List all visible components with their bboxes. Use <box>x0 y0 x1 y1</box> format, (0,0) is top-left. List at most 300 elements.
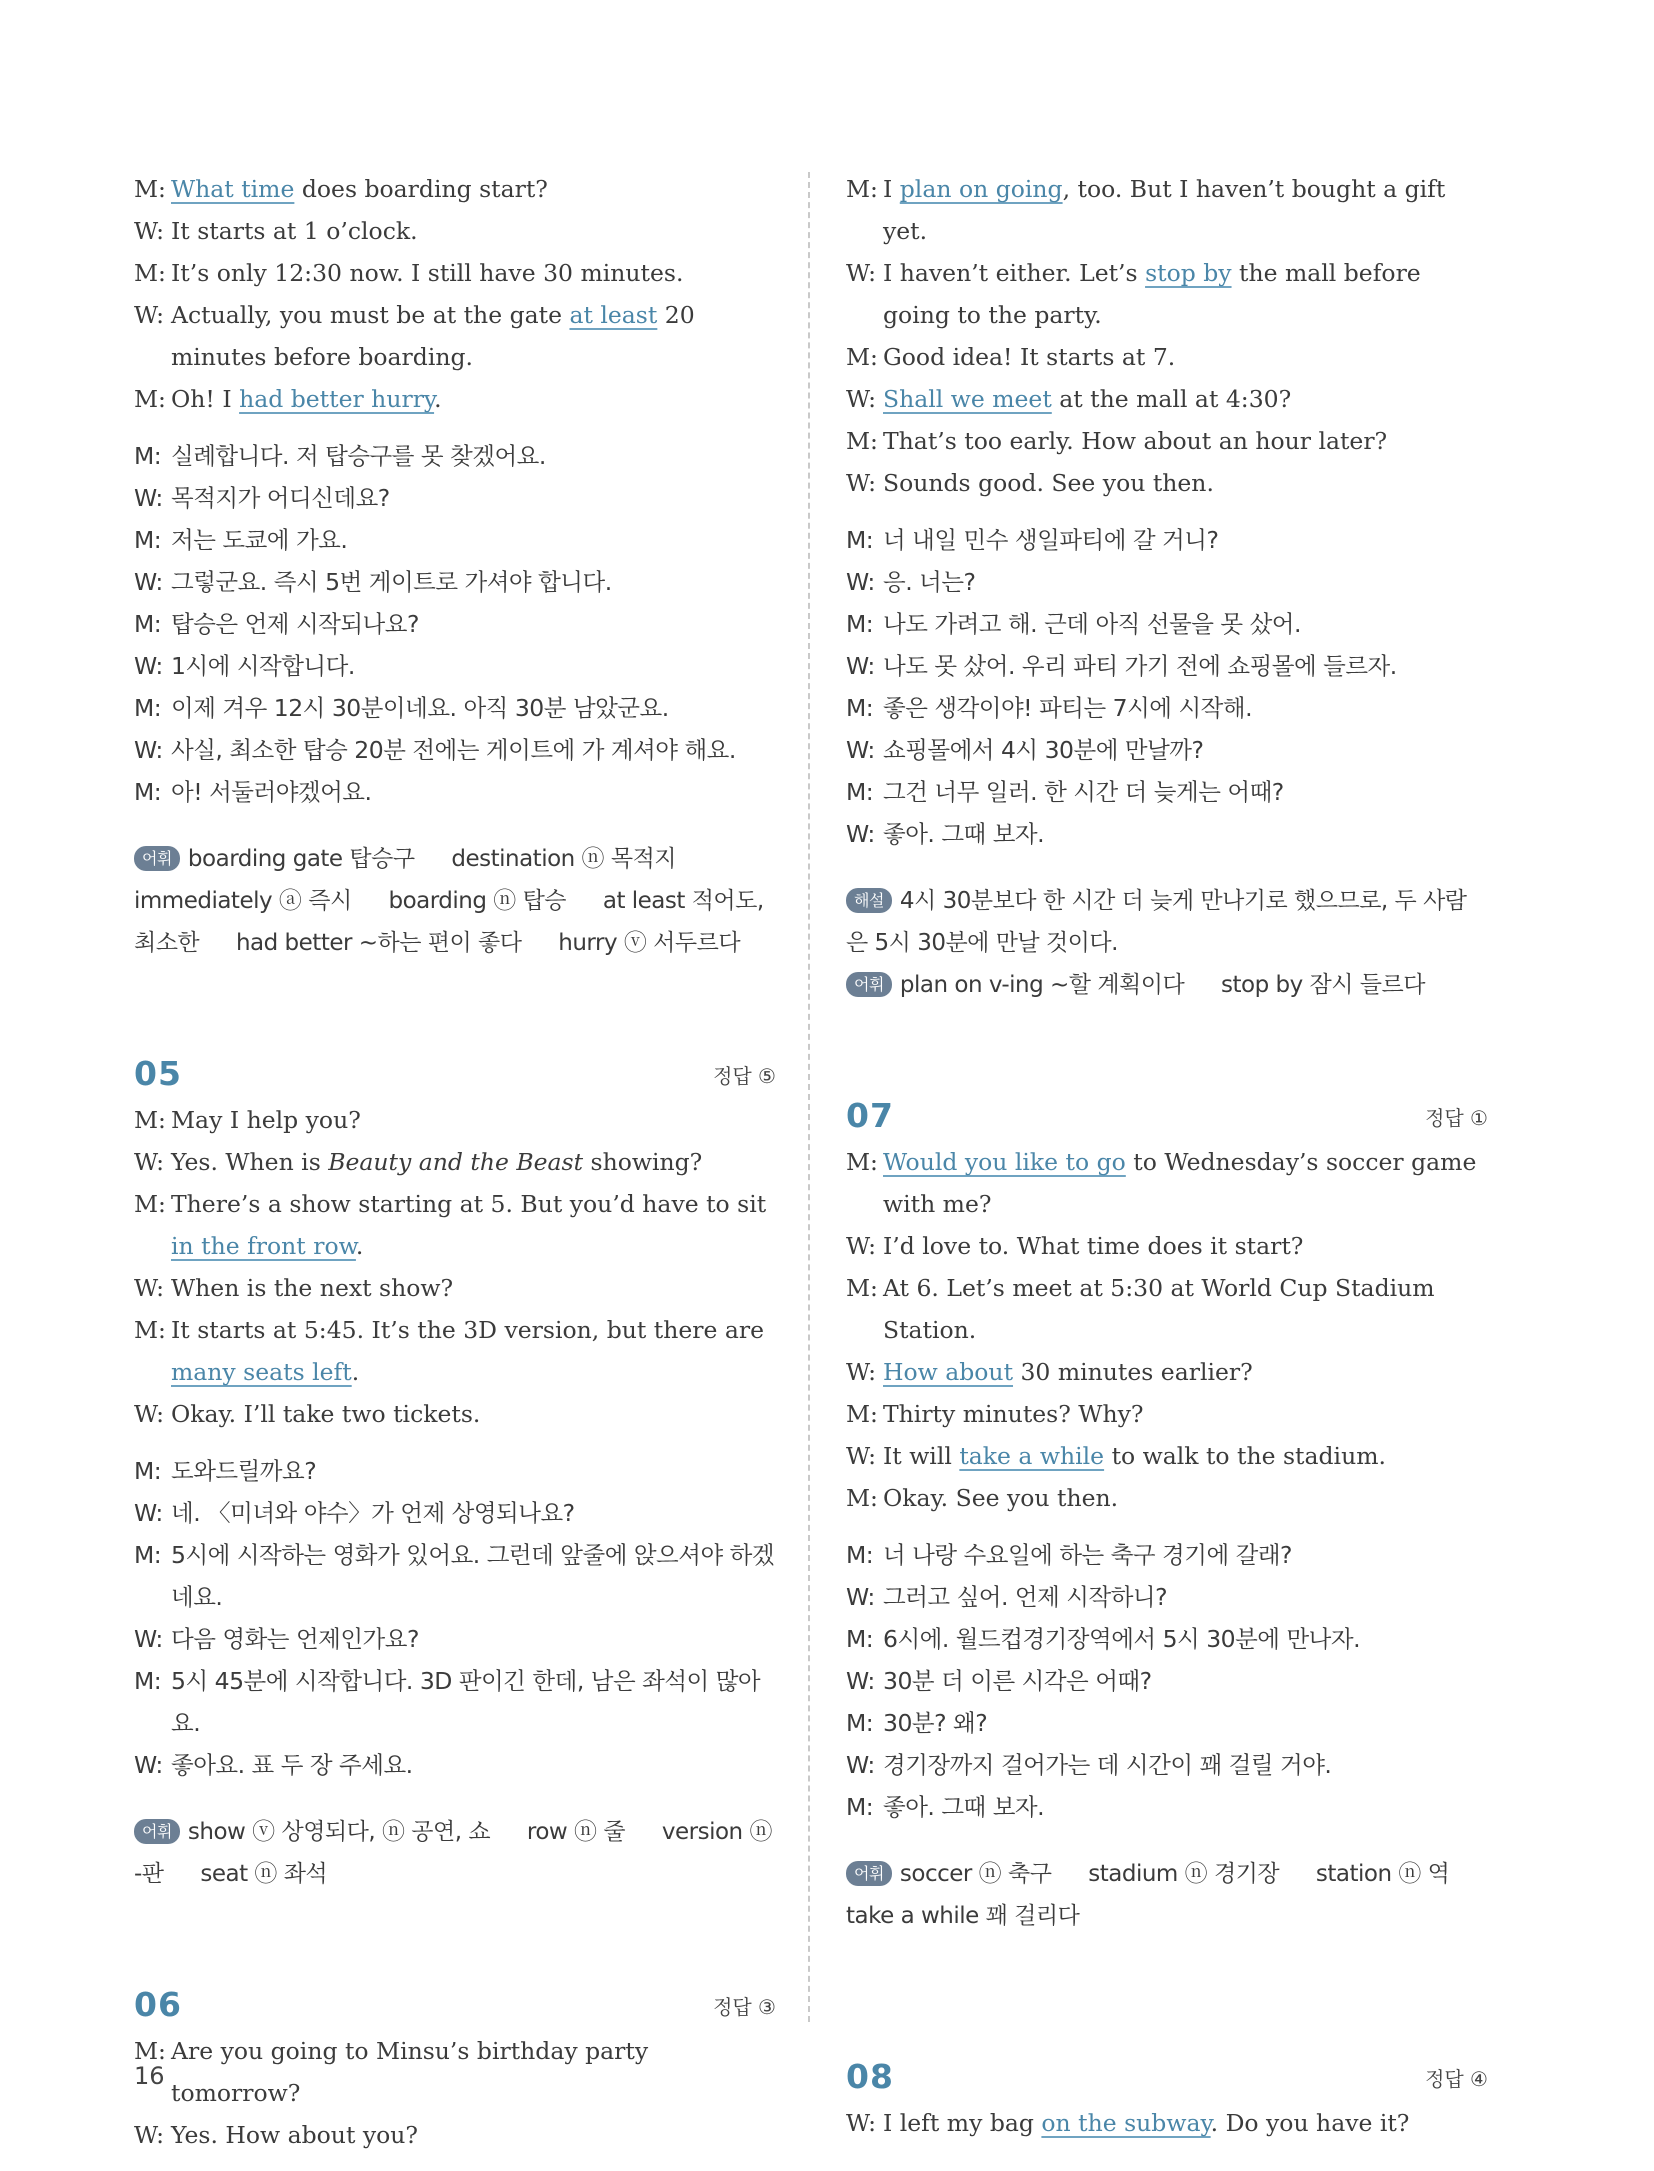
text-run: to Wednesday’s soccer game with me? <box>883 1148 1477 1218</box>
text-run: 저는 도쿄에 가요. <box>171 526 348 554</box>
line-text <box>883 1435 1488 1477</box>
speaker-label: M: <box>134 1541 162 1569</box>
text-run: I haven’t either. Let’s <box>883 259 1146 287</box>
text-run: 너 나랑 수요일에 하는 축구 경기에 갈래? <box>883 1541 1293 1569</box>
line-text <box>883 378 1488 420</box>
dialog-line <box>846 561 1488 603</box>
answer-label: 정답 ④ <box>1425 2067 1488 2091</box>
text-run: Thirty minutes? Why? <box>883 1400 1144 1428</box>
text-run: 5시에 시작하는 영화가 있어요. 그런데 앞줄에 앉으셔야 하겠네요. <box>171 1541 775 1611</box>
line-text <box>883 1267 1488 1351</box>
dialog <box>134 168 776 420</box>
dialog-line <box>134 294 776 378</box>
text-run: It’s only 12:30 now. I still have 30 minutes. <box>171 259 684 287</box>
dialog-line <box>134 1267 776 1309</box>
text-run: 다음 영화는 언제인가요? <box>171 1625 419 1653</box>
dialog <box>134 1099 776 1435</box>
speaker-label: M: <box>846 1793 874 1821</box>
question-number: 08 <box>846 2057 894 2096</box>
dialog-line <box>134 1393 776 1435</box>
speaker-label: M: <box>846 610 874 638</box>
vocab-tag: 어휘 <box>134 846 180 871</box>
text-run: Actually, you must be at the gate <box>171 301 570 329</box>
vocabulary-box <box>134 1811 776 1895</box>
key-phrase: stop by <box>1145 259 1232 287</box>
speaker-label: W: <box>846 568 875 596</box>
text-run: Okay. See you then. <box>883 1484 1119 1512</box>
dialog <box>846 2102 1488 2144</box>
text-run: 20 minutes before boarding. <box>171 301 695 371</box>
speaker-label: W: <box>846 1667 875 1695</box>
dialog-line <box>846 1141 1488 1225</box>
line-text <box>171 1267 776 1309</box>
vocab-term: stop by 잠시 들르다 <box>1221 972 1425 998</box>
key-phrase: on the subway <box>1041 2109 1211 2137</box>
vocab-term: destination ⓝ 목적지 <box>451 846 677 872</box>
speaker-label: M: <box>846 1484 878 1512</box>
key-phrase: plan on going <box>899 175 1063 203</box>
text-run: Beauty and the Beast <box>328 1148 584 1176</box>
vocab-term: at least 적어도, 최소한 <box>134 888 764 956</box>
speaker-label: M: <box>134 1457 162 1485</box>
dialog-line <box>846 336 1488 378</box>
text-run: 좋은 생각이야! 파티는 7시에 시작해. <box>883 694 1253 722</box>
spacer <box>134 420 776 435</box>
text-run: It will <box>883 1442 960 1470</box>
line-text <box>883 645 1488 687</box>
line-text <box>883 603 1488 645</box>
speaker-label: W: <box>134 217 165 245</box>
explanation-box <box>846 880 1488 964</box>
dialog-line <box>134 1660 776 1744</box>
line-text <box>171 378 776 420</box>
line-text <box>171 1099 776 1141</box>
question-number: 05 <box>134 1054 182 1093</box>
line-text <box>883 1786 1488 1828</box>
dialog-line <box>846 462 1488 504</box>
answer-label: 정답 ① <box>1425 1106 1488 1130</box>
dialog-line <box>134 1744 776 1786</box>
line-text <box>883 1351 1488 1393</box>
speaker-label: W: <box>846 385 877 413</box>
line-text <box>883 771 1488 813</box>
speaker-label: M: <box>846 1541 874 1569</box>
line-text <box>171 687 776 729</box>
answer-label: 정답 ③ <box>713 1995 776 2019</box>
dialog-line <box>846 378 1488 420</box>
speaker-label: W: <box>846 469 877 497</box>
key-phrase: at least <box>569 301 658 329</box>
text-run: 좋아요. 표 두 장 주세요. <box>171 1751 413 1779</box>
text-run: 좋아. 그때 보자. <box>883 1793 1045 1821</box>
question-number: 07 <box>846 1096 894 1135</box>
spacer <box>134 813 776 828</box>
text-run: Yes. How about you? <box>171 2121 419 2149</box>
line-text <box>883 1744 1488 1786</box>
vocab-term: stadium ⓝ 경기장 <box>1088 1861 1280 1887</box>
vocab-term: take a while 꽤 걸리다 <box>846 1903 1080 1929</box>
spacer <box>134 1895 776 1985</box>
vocabulary-box <box>846 964 1488 1006</box>
key-phrase: Shall we meet <box>883 385 1052 413</box>
text-run: 나도 못 샀어. 우리 파티 가기 전에 쇼핑몰에 들르자. <box>883 652 1397 680</box>
dialog-line <box>846 1744 1488 1786</box>
text-run: 쇼핑몰에서 4시 30분에 만날까? <box>883 736 1204 764</box>
dialog-line <box>846 1351 1488 1393</box>
dialog-line <box>846 1576 1488 1618</box>
dialog-line <box>846 1534 1488 1576</box>
dialog-line <box>134 603 776 645</box>
dialog-line <box>846 1477 1488 1519</box>
dialog-line <box>846 729 1488 771</box>
dialog-line <box>134 378 776 420</box>
line-text <box>883 168 1488 252</box>
text-run: Oh! I <box>171 385 240 413</box>
line-text <box>171 603 776 645</box>
dialog-line <box>134 645 776 687</box>
line-text <box>883 1534 1488 1576</box>
speaker-label: M: <box>134 259 166 287</box>
speaker-label: M: <box>134 2037 166 2065</box>
text-run: When is the next show? <box>171 1274 454 1302</box>
text-run: At 6. Let’s meet at 5:30 at World Cup Stadium Station. <box>883 1274 1435 1344</box>
section-header <box>134 1054 776 1093</box>
text-run: Okay. I’ll take two tickets. <box>171 1400 481 1428</box>
line-text <box>883 462 1488 504</box>
speaker-label: M: <box>134 694 162 722</box>
section-header <box>846 1096 1488 1135</box>
dialog-line <box>846 1393 1488 1435</box>
speaker-label: M: <box>134 778 162 806</box>
text-run: 그렇군요. 즉시 5번 게이트로 가셔야 합니다. <box>171 568 612 596</box>
text-run: . <box>355 1232 364 1260</box>
dialog-line <box>134 252 776 294</box>
explanation-text: 4시 30분보다 한 시간 더 늦게 만나기로 했으므로, 두 사람은 5시 30분에 만날 것이다. <box>846 888 1467 956</box>
dialog-line <box>846 168 1488 252</box>
speaker-label: W: <box>134 1274 165 1302</box>
text-run: I’d love to. What time does it start? <box>883 1232 1304 1260</box>
speaker-label: W: <box>134 652 163 680</box>
text-run: 그러고 싶어. 언제 시작하니? <box>883 1583 1168 1611</box>
dialog-line <box>846 1267 1488 1351</box>
question-number: 06 <box>134 1985 182 2024</box>
speaker-label: M: <box>134 175 166 203</box>
speaker-label: W: <box>134 2121 165 2149</box>
right-column <box>846 168 1488 2159</box>
korean-translation <box>846 519 1488 855</box>
line-text <box>171 1492 776 1534</box>
text-run: 너 내일 민수 생일파티에 갈 거니? <box>883 526 1219 554</box>
vocab-tag: 어휘 <box>134 1819 180 1844</box>
vocab-term: seat ⓝ 좌석 <box>200 1861 328 1887</box>
text-run: There’s a show starting at 5. But you’d have to sit <box>171 1190 767 1218</box>
speaker-label: M: <box>846 1274 878 1302</box>
korean-translation <box>134 1450 776 1786</box>
text-run: 목적지가 어디신데요? <box>171 484 390 512</box>
column-divider <box>808 172 810 2022</box>
text-run: It starts at 1 o’clock. <box>171 217 418 245</box>
text-run: 1시에 시작합니다. <box>171 652 355 680</box>
vocab-term: boarding gate 탑승구 <box>187 846 415 872</box>
speaker-label: M: <box>846 1148 878 1176</box>
dialog-line <box>134 1450 776 1492</box>
vocab-term: soccer ⓝ 축구 <box>899 1861 1052 1887</box>
dialog-line <box>134 2030 776 2114</box>
line-text <box>883 1225 1488 1267</box>
dialog-line <box>846 1618 1488 1660</box>
spacer <box>846 504 1488 519</box>
dialog-line <box>134 519 776 561</box>
dialog-line <box>134 1492 776 1534</box>
speaker-label: W: <box>846 1751 875 1779</box>
key-phrase: Would you like to go <box>883 1148 1126 1176</box>
speaker-label: M: <box>846 1400 878 1428</box>
dialog-line <box>134 1309 776 1393</box>
dialog-line <box>134 477 776 519</box>
line-text <box>171 771 776 813</box>
speaker-label: W: <box>134 1751 163 1779</box>
korean-translation <box>846 1534 1488 1828</box>
speaker-label: W: <box>846 2109 877 2137</box>
line-text <box>171 1450 776 1492</box>
dialog-line <box>846 771 1488 813</box>
line-text <box>171 1534 776 1618</box>
line-text <box>171 1393 776 1435</box>
dialog-line <box>846 252 1488 336</box>
line-text <box>883 729 1488 771</box>
dialog-line <box>134 1534 776 1618</box>
speaker-label: M: <box>134 1316 166 1344</box>
text-run: 네. 〈미녀와 야수〉가 언제 상영되나요? <box>171 1499 575 1527</box>
text-run: 나도 가려고 해. 근데 아직 선물을 못 샀어. <box>883 610 1301 638</box>
line-text <box>171 1141 776 1183</box>
line-text <box>883 252 1488 336</box>
spacer <box>846 2144 1488 2159</box>
speaker-label: W: <box>846 259 877 287</box>
line-text <box>171 1183 776 1267</box>
text-run: 30분? 왜? <box>883 1709 988 1737</box>
speaker-label: M: <box>134 1190 166 1218</box>
dialog-line <box>134 1141 776 1183</box>
dialog-line <box>134 729 776 771</box>
text-run: 이제 겨우 12시 30분이네요. 아직 30분 남았군요. <box>171 694 669 722</box>
speaker-label: W: <box>134 301 165 329</box>
line-text <box>883 519 1488 561</box>
speaker-label: M: <box>846 694 874 722</box>
dialog-line <box>134 168 776 210</box>
key-phrase: had better hurry <box>239 385 435 413</box>
spacer <box>846 855 1488 870</box>
text-run: . <box>434 385 442 413</box>
speaker-label: W: <box>846 820 875 848</box>
vocab-tag: 어휘 <box>846 972 892 997</box>
speaker-label: W: <box>134 1625 163 1653</box>
text-run: Good idea! It starts at 7. <box>883 343 1176 371</box>
line-text <box>171 210 776 252</box>
line-text <box>883 1576 1488 1618</box>
line-text <box>171 1309 776 1393</box>
dialog <box>134 2030 776 2156</box>
speaker-label: W: <box>846 1358 877 1386</box>
text-run: . <box>351 1358 360 1386</box>
line-text <box>171 435 776 477</box>
vocab-term: plan on v-ing ~할 계획이다 <box>899 972 1185 998</box>
spacer <box>846 1006 1488 1096</box>
text-run: Sounds good. See you then. <box>883 469 1214 497</box>
line-text <box>883 1141 1488 1225</box>
dialog-line <box>134 771 776 813</box>
vocab-term: row ⓝ 줄 <box>526 1819 626 1845</box>
line-text <box>883 561 1488 603</box>
line-text <box>883 336 1488 378</box>
speaker-label: M: <box>846 175 878 203</box>
dialog-line <box>846 1435 1488 1477</box>
text-run: 좋아. 그때 보자. <box>883 820 1045 848</box>
speaker-label: M: <box>134 442 162 470</box>
speaker-label: M: <box>134 1106 166 1134</box>
spacer <box>846 1937 1488 2027</box>
line-text <box>883 687 1488 729</box>
text-run: at the mall at 4:30? <box>1051 385 1292 413</box>
speaker-label: M: <box>846 1709 874 1737</box>
speaker-label: W: <box>846 1583 875 1611</box>
vocab-tag: 어휘 <box>846 1861 892 1886</box>
speaker-label: M: <box>134 385 166 413</box>
dialog-line <box>134 561 776 603</box>
key-phrase: many seats left <box>171 1358 352 1386</box>
spacer <box>134 1435 776 1450</box>
text-run: 6시에. 월드컵경기장역에서 5시 30분에 만나자. <box>883 1625 1361 1653</box>
korean-translation <box>134 435 776 813</box>
line-text <box>171 519 776 561</box>
key-phrase: take a while <box>959 1442 1105 1470</box>
text-run: does boarding start? <box>294 175 548 203</box>
dialog-line <box>846 2102 1488 2144</box>
speaker-label: W: <box>134 1148 165 1176</box>
spacer <box>134 964 776 1054</box>
vocab-term: show ⓥ 상영되다, ⓝ 공연, 쇼 <box>187 1819 491 1845</box>
line-text <box>171 645 776 687</box>
dialog-line <box>846 519 1488 561</box>
vocab-term: hurry ⓥ 서두르다 <box>558 930 741 956</box>
key-phrase: in the front row <box>171 1232 356 1260</box>
text-run: I left my bag <box>883 2109 1042 2137</box>
line-text <box>883 1618 1488 1660</box>
speaker-label: W: <box>846 736 875 764</box>
dialog-line <box>134 210 776 252</box>
dialog-line <box>134 687 776 729</box>
speaker-label: W: <box>134 568 163 596</box>
line-text <box>883 813 1488 855</box>
vocab-term: had better ~하는 편이 좋다 <box>235 930 522 956</box>
key-phrase: What time <box>171 175 295 203</box>
dialog-line <box>134 2114 776 2156</box>
speaker-label: W: <box>134 1499 163 1527</box>
dialog-line <box>134 1618 776 1660</box>
text-run: 그건 너무 일러. 한 시간 더 늦게는 어때? <box>883 778 1284 806</box>
text-run: It starts at 5:45. It’s the 3D version, but there are <box>171 1316 765 1344</box>
vocab-term: immediately ⓐ 즉시 <box>134 888 352 914</box>
line-text <box>171 1744 776 1786</box>
text-run: 실례합니다. 저 탑승구를 못 찾겠어요. <box>171 442 546 470</box>
line-text <box>171 1660 776 1744</box>
text-run: to walk to the stadium. <box>1104 1442 1386 1470</box>
text-run: 아! 서둘러야겠어요. <box>171 778 372 806</box>
vocab-term: boarding ⓝ 탑승 <box>388 888 567 914</box>
text-run: Yes. When is <box>171 1148 329 1176</box>
dialog <box>846 168 1488 504</box>
speaker-label: W: <box>846 1442 877 1470</box>
speaker-label: M: <box>134 1667 162 1695</box>
line-text <box>883 1702 1488 1744</box>
line-text <box>883 2102 1488 2144</box>
text-run: 30분 더 이른 시각은 어때? <box>883 1667 1152 1695</box>
line-text <box>171 561 776 603</box>
speaker-label: W: <box>134 484 163 512</box>
line-text <box>171 1618 776 1660</box>
spacer <box>846 1828 1488 1843</box>
line-text <box>171 2030 776 2114</box>
text-run: May I help you? <box>171 1106 361 1134</box>
line-text <box>171 252 776 294</box>
line-text <box>171 2114 776 2156</box>
speaker-label: M: <box>846 1625 874 1653</box>
text-run: 탑승은 언제 시작되나요? <box>171 610 419 638</box>
text-run: the mall before going to the party. <box>883 259 1421 329</box>
speaker-label: M: <box>846 427 878 455</box>
text-run: That’s too early. How about an hour later? <box>883 427 1388 455</box>
dialog-line <box>846 645 1488 687</box>
text-run: , too. But I haven’t bought a gift yet. <box>883 175 1446 245</box>
left-column <box>134 168 776 2171</box>
line-text <box>171 477 776 519</box>
spacer <box>846 2027 1488 2057</box>
dialog-line <box>846 687 1488 729</box>
text-run: 도와드릴까요? <box>171 1457 317 1485</box>
answer-label: 정답 ⑤ <box>713 1064 776 1088</box>
dialog-line <box>846 1225 1488 1267</box>
text-run: 응. 너는? <box>883 568 976 596</box>
text-run: 30 minutes earlier? <box>1013 1358 1253 1386</box>
speaker-label: M: <box>846 526 874 554</box>
speaker-label: M: <box>134 526 162 554</box>
dialog-line <box>846 813 1488 855</box>
dialog-line <box>846 1786 1488 1828</box>
dialog-line <box>846 603 1488 645</box>
dialog-line <box>134 1183 776 1267</box>
line-text <box>883 1393 1488 1435</box>
speaker-label: W: <box>134 736 163 764</box>
line-text <box>171 294 776 378</box>
speaker-label: M: <box>846 343 878 371</box>
speaker-label: M: <box>134 610 162 638</box>
text-run: 경기장까지 걸어가는 데 시간이 꽤 걸릴 거야. <box>883 1751 1332 1779</box>
text-run: 5시 45분에 시작합니다. 3D 판이긴 한데, 남은 좌석이 많아요. <box>171 1667 761 1737</box>
text-run: . Do you have it? <box>1210 2109 1410 2137</box>
dialog-line <box>846 420 1488 462</box>
line-text <box>883 1660 1488 1702</box>
spacer <box>134 1786 776 1801</box>
dialog-line <box>134 435 776 477</box>
page-number: 16 <box>134 2062 165 2090</box>
line-text <box>883 1477 1488 1519</box>
text-run: showing? <box>583 1148 703 1176</box>
key-phrase: How about <box>883 1358 1014 1386</box>
dialog <box>846 1141 1488 1519</box>
vocab-term: version ⓝ -판 <box>134 1819 772 1887</box>
spacer <box>134 2156 776 2171</box>
text-run: I <box>883 175 900 203</box>
